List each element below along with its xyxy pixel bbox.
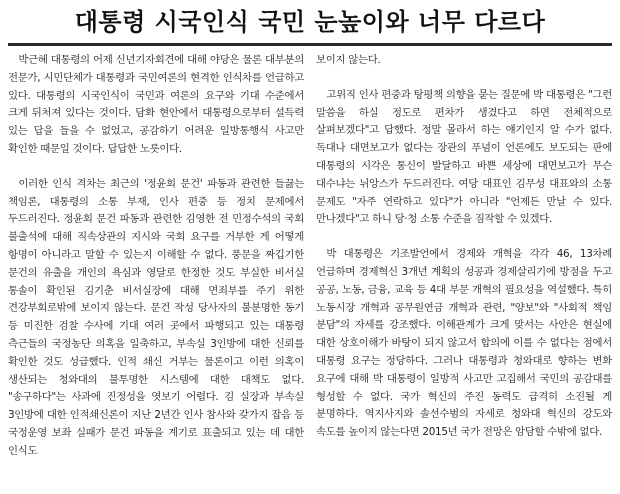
paragraph: 박근혜 대통령의 어제 신년기자회견에 대해 야당은 물론 대부분의 전문가, 시민단체가 대통령과 국민여론의 현격한 인식차를 언급하고 있다. 대통령의 시국인식이 국민과 여론의 요구와 기대 수준에서 크게 뒤처져 있다는 것이다. 담화 현안에서 대통령으로부터 설득력 있는 답을 들을 수 없었고, 공감하기 어려운 일방통행식 사고만 확인한 때문일 것이다. 답답한 노릇이다. [8,54,304,155]
left-column [8,52,304,461]
paragraph-continued: 보이지 않는다. [316,54,381,66]
article-body [8,52,612,461]
paragraph: 고위직 인사 편중과 탕평책 의향을 묻는 질문에 박 대통령은 "그런 말씀을 하실 정도로 편차가 생겼다고 하면 전체적으로 살펴보겠다"고 답했다. 정말 몰라서 하는 얘기인지 알 수가 없다. 독대나 대면보고가 없다는 장관의 푸념이 언론에도 보도되는 판에 대통령의 시각은 통신이 발달하고 바쁜 세상에 대면보고가 무슨 대수냐는 뉘앙스가 두드러진다. 여당 대표인 김무성 대표와의 소통 문제도 "자주 연락하고 있다"가 아니라 "언제든 만날 수 있다. 만나겠다"고 하니 당·청 소통 수준을 짐작할 수 있겠다. [316,88,612,226]
right-column [316,52,612,461]
paragraph: 이러한 인식 격차는 최근의 '정윤회 문건' 파동과 관련한 들끓는 책임론, 대통령의 소통 부재, 인사 편중 등 정치 문제에서 두드러진다. 정윤회 문건 파동과 관련한 김영한 전 민정수석의 국회 불출석에 대해 직속상관의 지시와 국회 요구를 거부한 게 어떻게 항명이 아니라고 말할 수 있는지 이해할 수 없다. 풍문을 짜깁기한 문건의 유출을 개인의 욕심과 영달로 한정한 것도 부실한 비서실 통솔이 확인된 김기춘 비서실장에 대해 면죄부를 주기 위한 견강부회로밖에 보이지 않는다. 문건 작성 당사자의 불분명한 동기 등 미진한 검찰 수사에 기대 여러 곳에서 파행되고 있는 대통령 측근들의 국정농단 의혹을 일축하고, 부속실 3인방에 대한 신뢰를 확인한 것도 성급했다. 인적 쇄신 거부는 물론이고 이런 의혹이 생산되는 청와대의 불투명한 시스템에 대한 대책도 없다. "송구하다"는 사과에 진정성을 엿보기 어렵다. 김 실장과 부속실 3인방에 대한 인적쇄신론이 지난 2년간 인사 참사와 갖가지 잡음 등 국정운영 보좌 실패가 문건 파동을 계기로 표출되고 있는 데 대한 인식도 [8,177,304,457]
headline-divider [8,43,612,46]
article-headline: 대통령 시국인식 국민 눈높이와 너무 다르다 [74,7,546,36]
paragraph: 박 대통령은 기조발언에서 경제와 개혁을 각각 46, 13차례 언급하며 경제혁신 3개년 계획의 성공과 경제살리기에 방점을 두고 공공, 노동, 금융, 교육 등 4대 부문 개혁의 필요성을 역설했다. 특히 노동시장 개혁과 공무원연금 개혁과 관련, "양보"와 "사회적 책임 분담"의 자세를 강조했다. 이해관계가 크게 맞서는 사안은 현실에 대한 상호이해가 바탕이 되지 않고서 합의에 이를 수 없다는 점에서 대통령 요구는 정당하다. 그러나 대통령과 청와대로 향하는 변화 요구에 대해 박 대통령이 일방적 사고만 고집해서 국민의 공감대를 형성할 수 없다. 국가 혁신의 주진 동력도 급격히 소진될 게 분명하다. 역지사지와 솔선수범의 자세로 청와대 혁신의 강도와 속도를 높이지 않는다면 2015년 국가 전망은 암담할 수밖에 없다. [316,248,612,439]
